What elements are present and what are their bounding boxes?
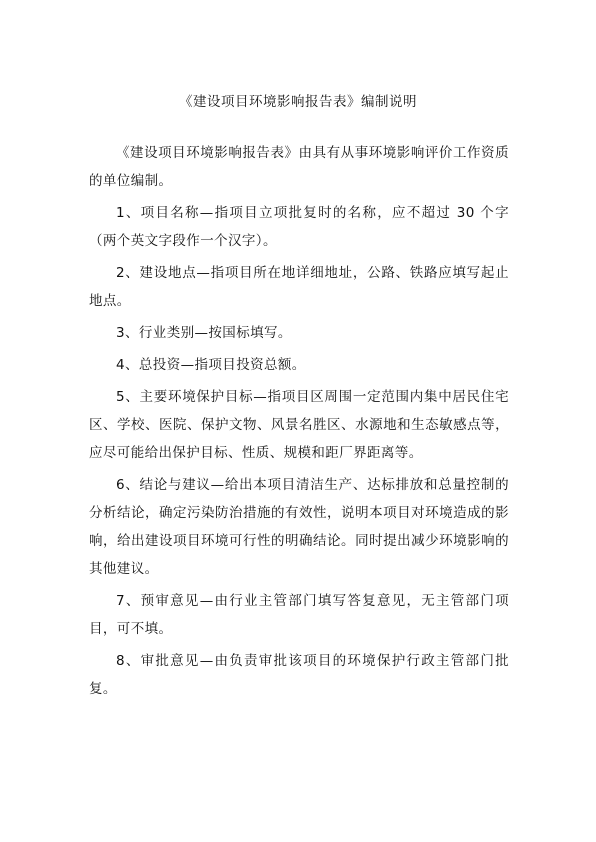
item-industry-category: 3、行业类别—按国标填写。 [116, 325, 292, 341]
item-preliminary-review: 7、预审意见—由行业主管部门填写答复意见，无主管部门项目，可不填。 [89, 593, 509, 637]
intro-paragraph: 《建设项目环境影响报告表》由具有从事环境影响评价工作资质的单位编制。 [89, 145, 509, 189]
document-body [89, 139, 509, 707]
item-construction-site: 2、建设地点—指项目所在地详细地址，公路、铁路应填写起止地点。 [89, 265, 509, 309]
item-total-investment: 4、总投资—指项目投资总额。 [116, 357, 306, 373]
item-conclusions: 6、结论与建议—给出本项目清洁生产、达标排放和总量控制的分析结论，确定污染防治措施的有效性，说明本项目对环境造成的影响，给出建设项目环境可行性的明确结论。同时提出减少环境影响的其他建议。 [89, 477, 509, 577]
item-project-name: 1、项目名称—指项目立项批复时的名称，应不超过 30 个字（两个英文字段作一个汉字）。 [89, 205, 509, 249]
item-approval-opinion: 8、审批意见—由负责审批该项目的环境保护行政主管部门批复。 [89, 653, 509, 697]
item-protection-targets: 5、主要环境保护目标—指项目区周围一定范围内集中居民住宅区、学校、医院、保护文物、风景名胜区、水源地和生态敏感点等，应尽可能给出保护目标、性质、规模和距厂界距离等。 [89, 389, 509, 461]
document-title: 《建设项目环境影响报告表》编制说明 [179, 94, 417, 110]
